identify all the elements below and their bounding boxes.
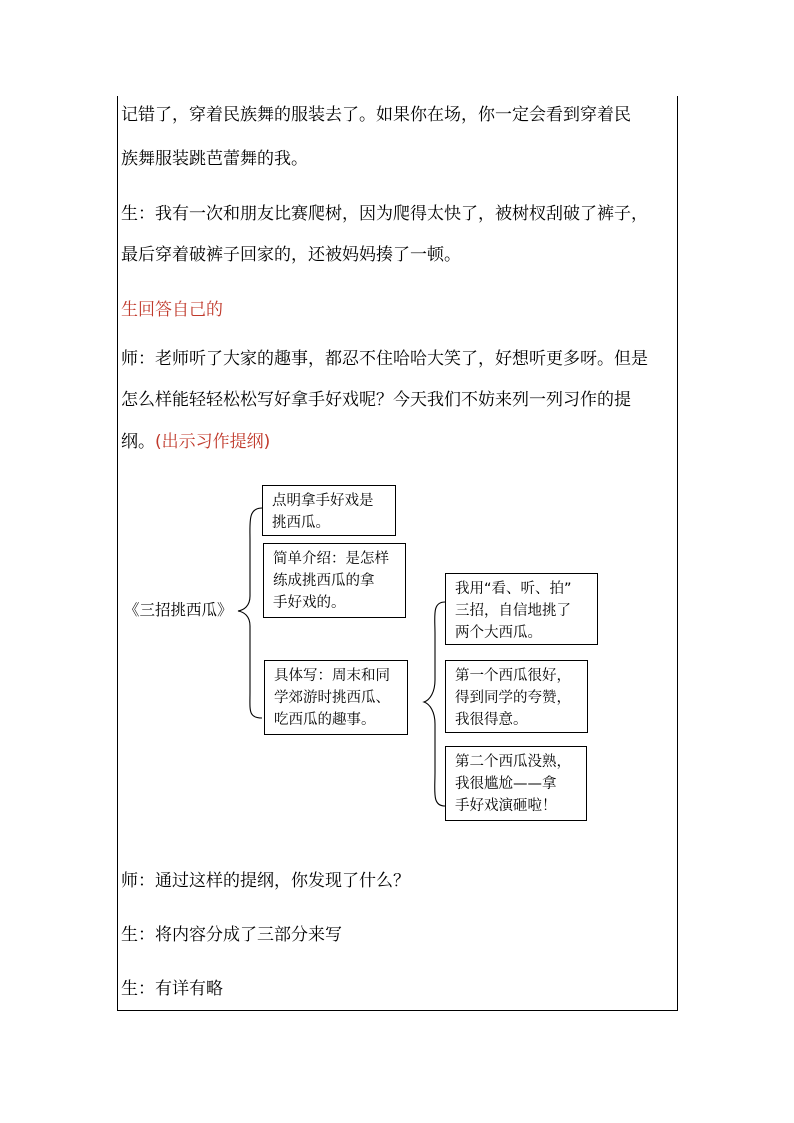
outline-box-brief (263, 543, 406, 618)
box-line: 三招，自信地挑了 (455, 603, 571, 619)
paragraph-line: 生：我有一次和朋友比赛爬树，因为爬得太快了，被树杈刮破了裤子， (121, 204, 648, 224)
box-line: 练成挑西瓜的拿 (273, 573, 375, 589)
paragraph-line: 怎么样能轻轻松松写好拿手好戏呢？今天我们不妨来列一列习作的提 (121, 390, 631, 410)
paragraph-text: 纲。 (121, 432, 155, 452)
outline-title: 《三招挑西瓜》 (124, 601, 233, 619)
box-line: 两个大西瓜。 (455, 625, 542, 641)
teacher-note: 生回答自己的 (121, 300, 223, 320)
box-line: 手好戏的。 (273, 595, 346, 611)
student-answer: 生：有详有略 (121, 979, 223, 999)
box-line: 手好戏演砸啦！ (455, 798, 557, 814)
outline-sub-box-2 (445, 660, 588, 733)
outline-box-detail (264, 660, 408, 735)
box-line: 我用“看、听、拍” (455, 581, 572, 597)
outline-box-intro (262, 485, 396, 536)
paragraph-line: 族舞服装跳芭蕾舞的我。 (121, 149, 308, 169)
box-line: 吃西瓜的趣事。 (274, 712, 376, 728)
box-line: 学郊游时挑西瓜、 (274, 690, 390, 706)
teacher-question: 师：通过这样的提纲，你发现了什么？ (121, 871, 410, 891)
paragraph-line: 师：老师听了大家的趣事，都忍不住哈哈大笑了，好想听更多呀。但是 (121, 349, 648, 369)
instruction-note: (出示习作提纲) (155, 432, 271, 452)
sub-brace (424, 602, 445, 806)
box-line: 我很得意。 (455, 712, 528, 728)
box-line: 挑西瓜。 (272, 515, 330, 531)
main-brace (238, 508, 262, 718)
box-line: 得到同学的夸赞， (455, 690, 571, 706)
box-line: 点明拿手好戏是 (272, 493, 374, 509)
outline-sub-box-1 (445, 573, 598, 645)
box-line: 简单介绍：是怎样 (273, 551, 389, 567)
box-line: 我很尴尬——拿 (455, 776, 557, 792)
box-line: 第二个西瓜没熟， (455, 754, 571, 770)
box-line: 具体写：周末和同 (274, 668, 390, 684)
paragraph-line: 记错了，穿着民族舞的服装去了。如果你在场，你一定会看到穿着民 (121, 105, 631, 125)
paragraph-line: 最后穿着破裤子回家的，还被妈妈揍了一顿。 (121, 245, 461, 265)
outline-sub-box-3 (445, 746, 587, 821)
box-line: 第一个西瓜很好， (455, 668, 571, 684)
student-answer: 生：将内容分成了三部分来写 (121, 925, 342, 945)
